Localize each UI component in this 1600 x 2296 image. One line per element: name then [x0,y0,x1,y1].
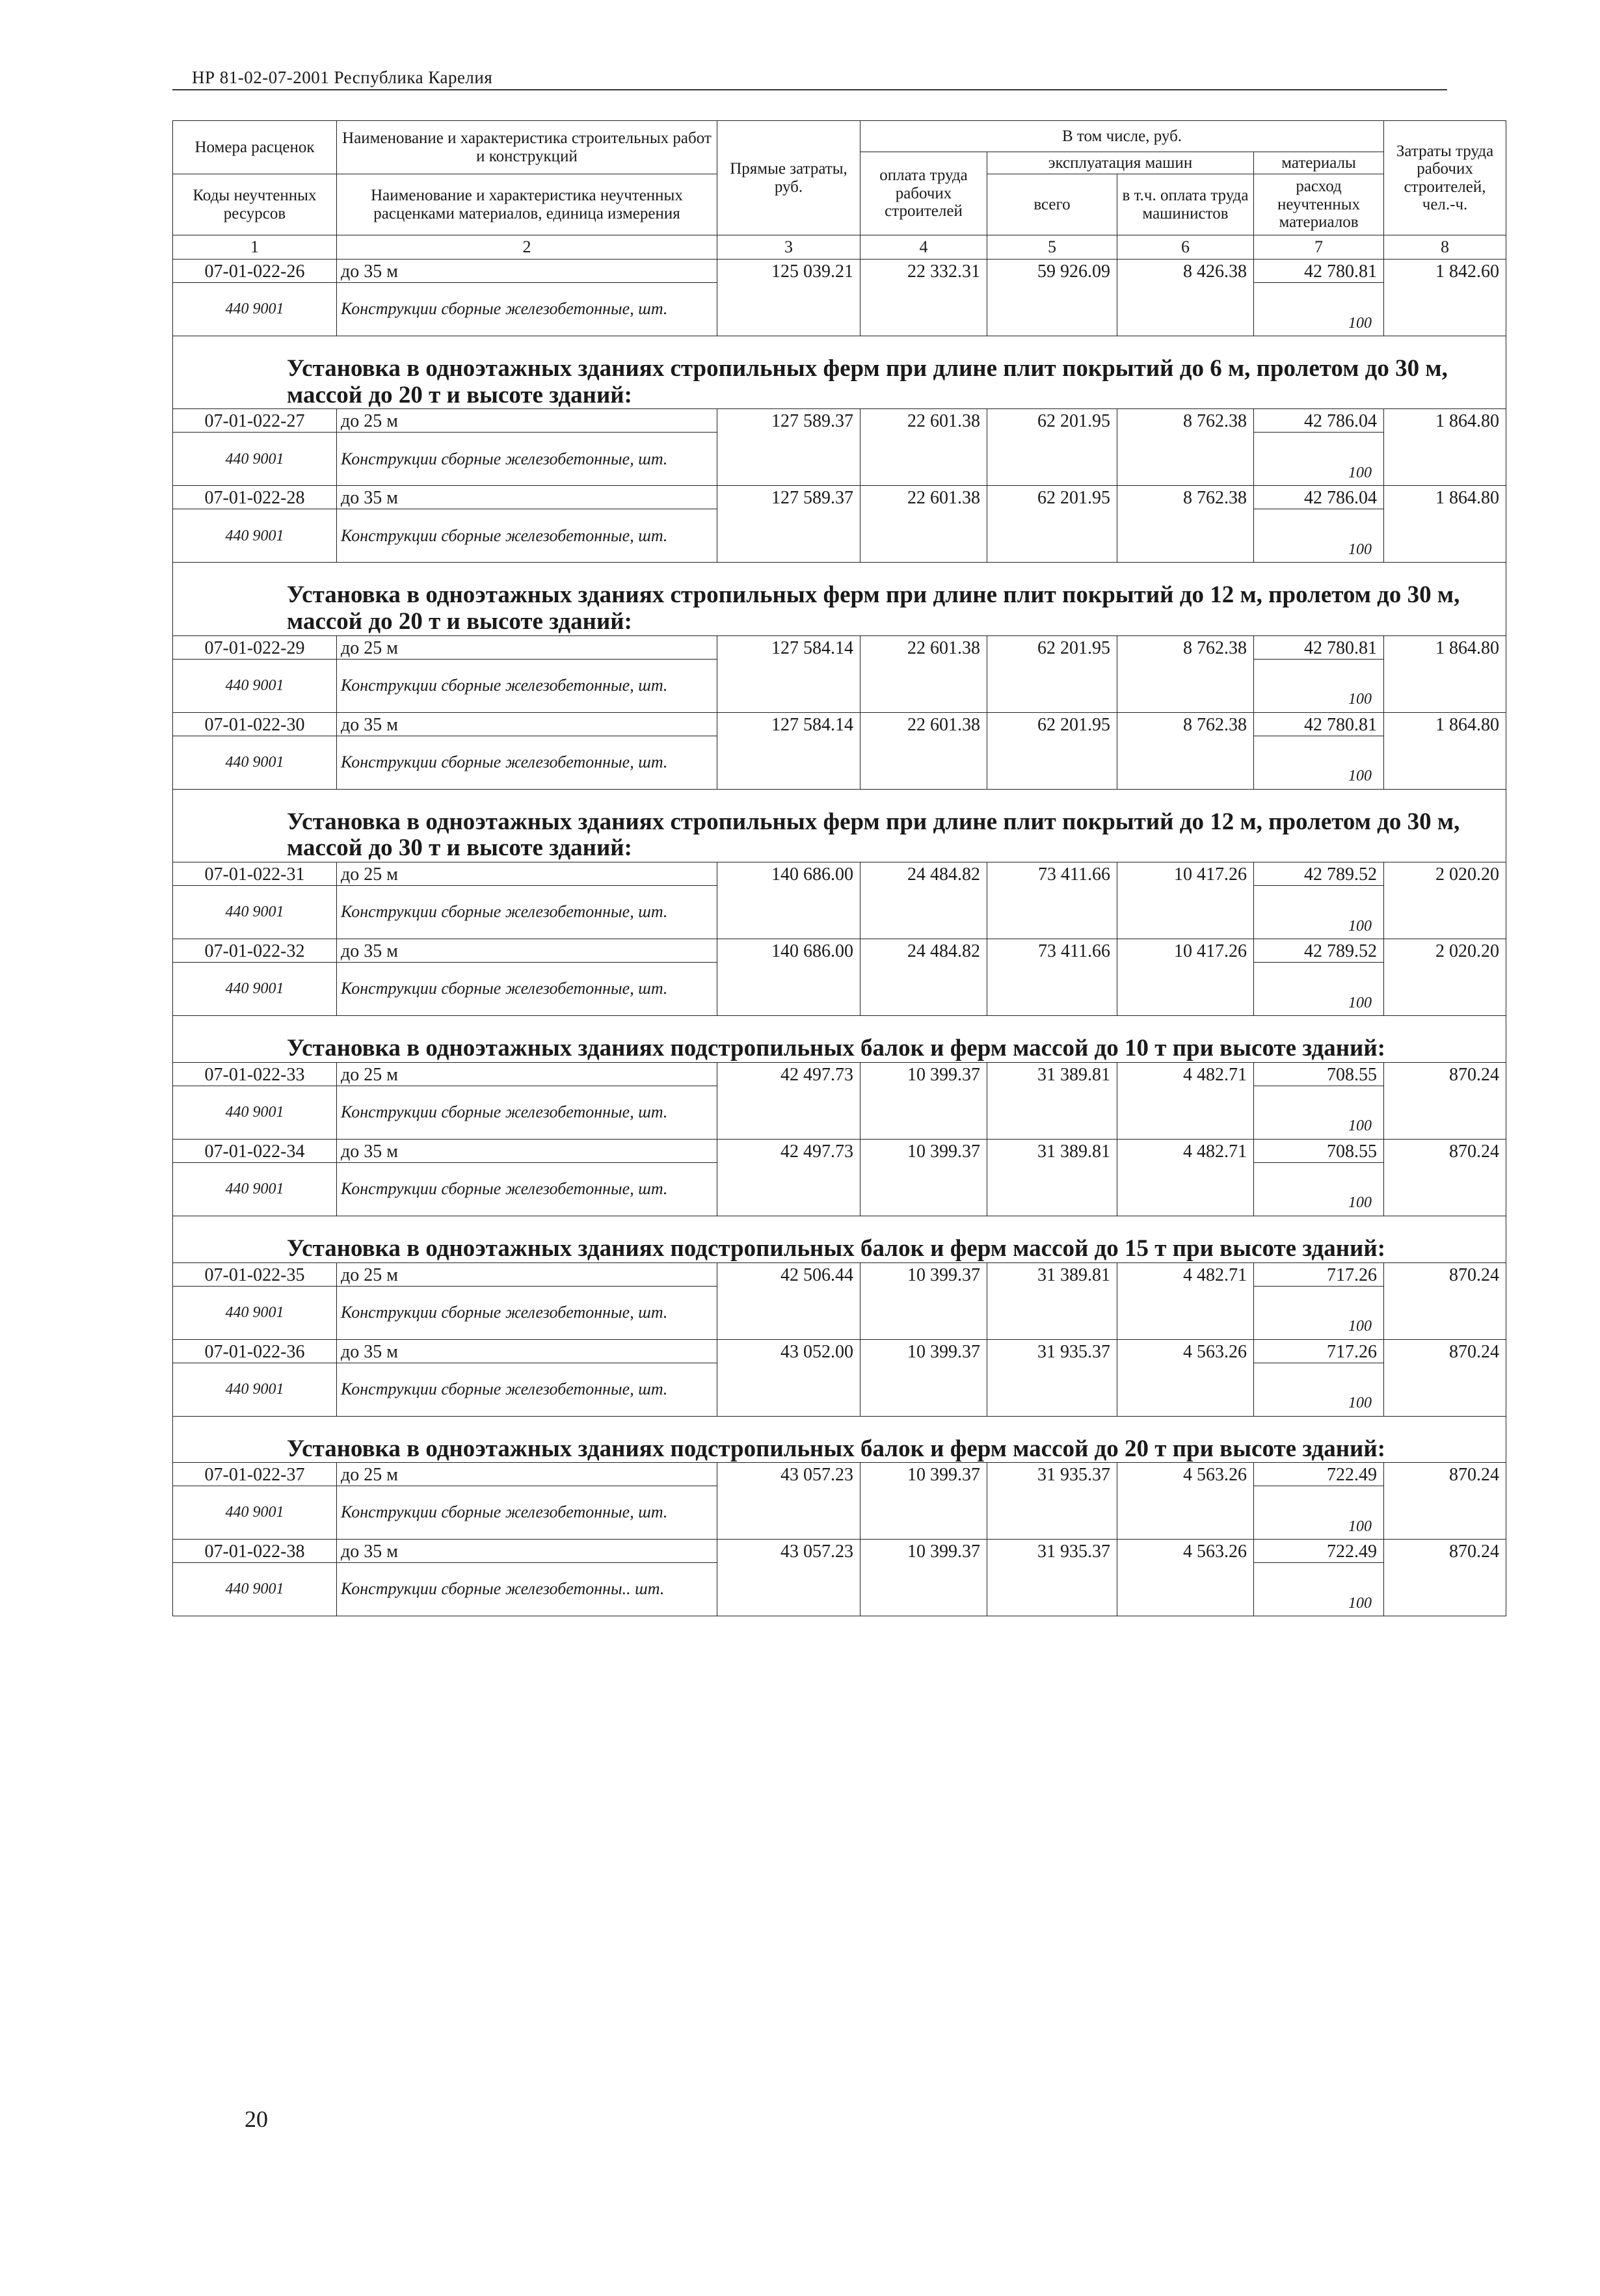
materials-cost: 42 789.52 [1254,939,1384,963]
rate-row [173,486,1506,509]
labor-hours: 870.24 [1384,1062,1506,1139]
resource-quantity: 100 [1254,886,1384,939]
resource-code: 440 9001 [173,659,337,712]
labor-hours: 2 020.20 [1384,862,1506,939]
machine-cost: 62 201.95 [987,712,1117,789]
section-title: Установка в одноэтажных зданиях стропильных ферм при длине плит покрытий до 12 м, пролетом до 30 м, массой до 20 т и высоте зданий: [173,563,1506,635]
header-col5: всего [987,174,1117,235]
machinist-labor-cost: 10 417.26 [1117,862,1254,939]
section-title-row [173,1216,1506,1262]
header-including: В том числе, руб. [860,121,1384,152]
labor-hours: 1 864.80 [1384,712,1506,789]
resource-quantity: 100 [1254,1286,1384,1339]
machinist-labor-cost: 4 563.26 [1117,1339,1254,1416]
labor-cost: 22 601.38 [860,486,987,563]
column-number: 2 [337,235,717,260]
direct-cost: 127 584.14 [717,635,860,712]
rate-row [173,939,1506,963]
rate-name: до 25 м [337,635,717,659]
machinist-labor-cost: 4 563.26 [1117,1463,1254,1540]
resource-code: 440 9001 [173,886,337,939]
labor-cost: 10 399.37 [860,1540,987,1616]
machinist-labor-cost: 10 417.26 [1117,939,1254,1016]
machine-cost: 31 935.37 [987,1339,1117,1416]
direct-cost: 43 057.23 [717,1540,860,1616]
machinist-labor-cost: 8 426.38 [1117,260,1254,336]
direct-cost: 140 686.00 [717,939,860,1016]
machinist-labor-cost: 4 482.71 [1117,1062,1254,1139]
machine-cost: 31 389.81 [987,1139,1117,1216]
column-number: 4 [860,235,987,260]
rate-code: 07-01-022-28 [173,486,337,509]
labor-hours: 1 842.60 [1384,260,1506,336]
labor-hours: 870.24 [1384,1339,1506,1416]
header-col1-top: Номера расценок [173,121,337,174]
labor-cost: 10 399.37 [860,1463,987,1540]
labor-hours: 1 864.80 [1384,409,1506,486]
resource-code: 440 9001 [173,1286,337,1339]
resource-quantity: 100 [1254,1486,1384,1540]
header-col2-bottom: Наименование и характеристика неучтенных расценками материалов, единица измерения [337,174,717,235]
labor-hours: 870.24 [1384,1463,1506,1540]
header-col1-bottom: Коды неучтенных ресурсов [173,174,337,235]
machinist-labor-cost: 8 762.38 [1117,486,1254,563]
rate-name: до 35 м [337,486,717,509]
direct-cost: 127 589.37 [717,486,860,563]
rate-row [173,1463,1506,1486]
machine-cost: 31 389.81 [987,1062,1117,1139]
section-title-row [173,1416,1506,1463]
column-number: 6 [1117,235,1254,260]
labor-hours: 870.24 [1384,1139,1506,1216]
rate-code: 07-01-022-33 [173,1062,337,1086]
materials-cost: 42 786.04 [1254,486,1384,509]
resource-code: 440 9001 [173,736,337,789]
machinist-labor-cost: 8 762.38 [1117,409,1254,486]
machine-cost: 73 411.66 [987,939,1117,1016]
labor-hours: 870.24 [1384,1540,1506,1616]
machine-cost: 62 201.95 [987,409,1117,486]
section-title: Установка в одноэтажных зданиях подстропильных балок и ферм массой до 20 т при высоте зданий: [173,1416,1506,1463]
resource-code: 440 9001 [173,1086,337,1139]
rate-row [173,1339,1506,1363]
rate-code: 07-01-022-37 [173,1463,337,1486]
section-title: Установка в одноэтажных зданиях стропильных ферм при длине плит покрытий до 12 м, пролетом до 30 м, массой до 30 т и высоте зданий: [173,789,1506,862]
column-number: 8 [1384,235,1506,260]
resource-name: Конструкции сборные железобетонные, шт. [337,1286,717,1339]
rate-code: 07-01-022-38 [173,1540,337,1563]
labor-hours: 870.24 [1384,1262,1506,1339]
resource-code: 440 9001 [173,433,337,486]
machine-cost: 73 411.66 [987,862,1117,939]
rate-row [173,260,1506,283]
labor-cost: 24 484.82 [860,939,987,1016]
resource-code: 440 9001 [173,963,337,1016]
machine-cost: 62 201.95 [987,635,1117,712]
rate-name: до 35 м [337,939,717,963]
rate-row [173,712,1506,736]
rate-name: до 25 м [337,1262,717,1286]
resource-code: 440 9001 [173,1162,337,1216]
header-col2-top: Наименование и характеристика строительных работ и конструкций [337,121,717,174]
header-col8: Затраты труда рабочих строителей, чел.-ч. [1384,121,1506,235]
machinist-labor-cost: 4 482.71 [1117,1139,1254,1216]
machine-cost: 31 389.81 [987,1262,1117,1339]
labor-cost: 24 484.82 [860,862,987,939]
direct-cost: 125 039.21 [717,260,860,336]
rate-code: 07-01-022-30 [173,712,337,736]
direct-cost: 127 589.37 [717,409,860,486]
rate-code: 07-01-022-35 [173,1262,337,1286]
resource-quantity: 100 [1254,1563,1384,1616]
resource-name: Конструкции сборные железобетонные, шт. [337,509,717,563]
rate-code: 07-01-022-29 [173,635,337,659]
resource-quantity: 100 [1254,1162,1384,1216]
materials-cost: 42 786.04 [1254,409,1384,433]
rate-row [173,409,1506,433]
table-body [173,260,1506,1616]
labor-hours: 2 020.20 [1384,939,1506,1016]
resource-name: Конструкции сборные железобетонные, шт. [337,1363,717,1416]
resource-quantity: 100 [1254,1363,1384,1416]
section-title-row [173,563,1506,635]
header-col7: расход неучтенных материалов [1254,174,1384,235]
rate-row [173,1139,1506,1162]
resource-name: Конструкции сборные железобетонные, шт. [337,283,717,336]
direct-cost: 42 506.44 [717,1262,860,1339]
column-numbers-row [173,235,1506,260]
machine-cost: 31 935.37 [987,1463,1117,1540]
rate-code: 07-01-022-27 [173,409,337,433]
labor-cost: 22 601.38 [860,635,987,712]
section-title-row [173,789,1506,862]
machine-cost: 59 926.09 [987,260,1117,336]
materials-cost: 722.49 [1254,1540,1384,1563]
rate-name: до 35 м [337,260,717,283]
resource-quantity: 100 [1254,963,1384,1016]
labor-cost: 10 399.37 [860,1139,987,1216]
header-materials: материалы [1254,152,1384,174]
machine-cost: 62 201.95 [987,486,1117,563]
resource-name: Конструкции сборные железобетонные, шт. [337,1486,717,1540]
materials-cost: 42 780.81 [1254,712,1384,736]
rate-name: до 25 м [337,1062,717,1086]
labor-hours: 1 864.80 [1384,635,1506,712]
header-col3: Прямые затраты, руб. [717,121,860,235]
materials-cost: 717.26 [1254,1339,1384,1363]
machinist-labor-cost: 4 482.71 [1117,1262,1254,1339]
rate-name: до 25 м [337,862,717,886]
machine-cost: 31 935.37 [987,1540,1117,1616]
materials-cost: 42 780.81 [1254,260,1384,283]
resource-quantity: 100 [1254,659,1384,712]
rate-code: 07-01-022-34 [173,1139,337,1162]
rate-row [173,862,1506,886]
rate-row [173,635,1506,659]
machinist-labor-cost: 8 762.38 [1117,635,1254,712]
materials-cost: 722.49 [1254,1463,1384,1486]
direct-cost: 43 057.23 [717,1463,860,1540]
section-title-row [173,1016,1506,1063]
resource-name: Конструкции сборные железобетонные, шт. [337,659,717,712]
rate-row [173,1062,1506,1086]
materials-cost: 708.55 [1254,1062,1384,1086]
direct-cost: 140 686.00 [717,862,860,939]
rate-name: до 25 м [337,409,717,433]
materials-cost: 42 780.81 [1254,635,1384,659]
rate-code: 07-01-022-36 [173,1339,337,1363]
resource-code: 440 9001 [173,1486,337,1540]
column-number: 7 [1254,235,1384,260]
rate-name: до 35 м [337,712,717,736]
rate-row [173,1262,1506,1286]
header-col4: оплата труда рабочих строителей [860,152,987,235]
header-col6: в т.ч. оплата труда машинистов [1117,174,1254,235]
labor-cost: 22 332.31 [860,260,987,336]
section-title: Установка в одноэтажных зданиях стропильных ферм при длине плит покрытий до 6 м, пролетом до 30 м, массой до 20 т и высоте зданий: [173,336,1506,409]
rates-table [172,120,1506,1616]
labor-cost: 22 601.38 [860,409,987,486]
rate-name: до 25 м [337,1463,717,1486]
resource-name: Конструкции сборные железобетонные, шт. [337,1086,717,1139]
resource-code: 440 9001 [173,1563,337,1616]
materials-cost: 42 789.52 [1254,862,1384,886]
column-number: 5 [987,235,1117,260]
section-title: Установка в одноэтажных зданиях подстропильных балок и ферм массой до 15 т при высоте зданий: [173,1216,1506,1262]
labor-hours: 1 864.80 [1384,486,1506,563]
labor-cost: 22 601.38 [860,712,987,789]
resource-quantity: 100 [1254,509,1384,563]
resource-quantity: 100 [1254,433,1384,486]
resource-quantity: 100 [1254,1086,1384,1139]
column-number: 1 [173,235,337,260]
resource-name: Конструкции сборные железобетонные, шт. [337,963,717,1016]
rate-name: до 35 м [337,1540,717,1563]
resource-name: Конструкции сборные железобетонные, шт. [337,886,717,939]
resource-quantity: 100 [1254,736,1384,789]
rate-name: до 35 м [337,1339,717,1363]
resource-name: Конструкции сборные железобетонные, шт. [337,1162,717,1216]
header-rule [172,89,1447,90]
machinist-labor-cost: 4 563.26 [1117,1540,1254,1616]
document-header: НР 81-02-07-2001 Республика Карелия [192,68,493,87]
resource-code: 440 9001 [173,509,337,563]
rate-row [173,1540,1506,1563]
rate-name: до 35 м [337,1139,717,1162]
resource-quantity: 100 [1254,283,1384,336]
labor-cost: 10 399.37 [860,1062,987,1139]
resource-code: 440 9001 [173,1363,337,1416]
resource-code: 440 9001 [173,283,337,336]
direct-cost: 127 584.14 [717,712,860,789]
header-machines: эксплуатация машин [987,152,1254,174]
machinist-labor-cost: 8 762.38 [1117,712,1254,789]
resource-name: Конструкции сборные железобетонные, шт. [337,736,717,789]
direct-cost: 43 052.00 [717,1339,860,1416]
materials-cost: 708.55 [1254,1139,1384,1162]
labor-cost: 10 399.37 [860,1339,987,1416]
direct-cost: 42 497.73 [717,1062,860,1139]
materials-cost: 717.26 [1254,1262,1384,1286]
page-number: 20 [245,2106,268,2132]
direct-cost: 42 497.73 [717,1139,860,1216]
rate-code: 07-01-022-31 [173,862,337,886]
section-title-row [173,336,1506,409]
section-title: Установка в одноэтажных зданиях подстропильных балок и ферм массой до 10 т при высоте зданий: [173,1016,1506,1063]
rate-code: 07-01-022-26 [173,260,337,283]
resource-name: Конструкции сборные железобетонные, шт. [337,433,717,486]
resource-name: Конструкции сборные железобетонны.. шт. [337,1563,717,1616]
column-number: 3 [717,235,860,260]
labor-cost: 10 399.37 [860,1262,987,1339]
rate-code: 07-01-022-32 [173,939,337,963]
